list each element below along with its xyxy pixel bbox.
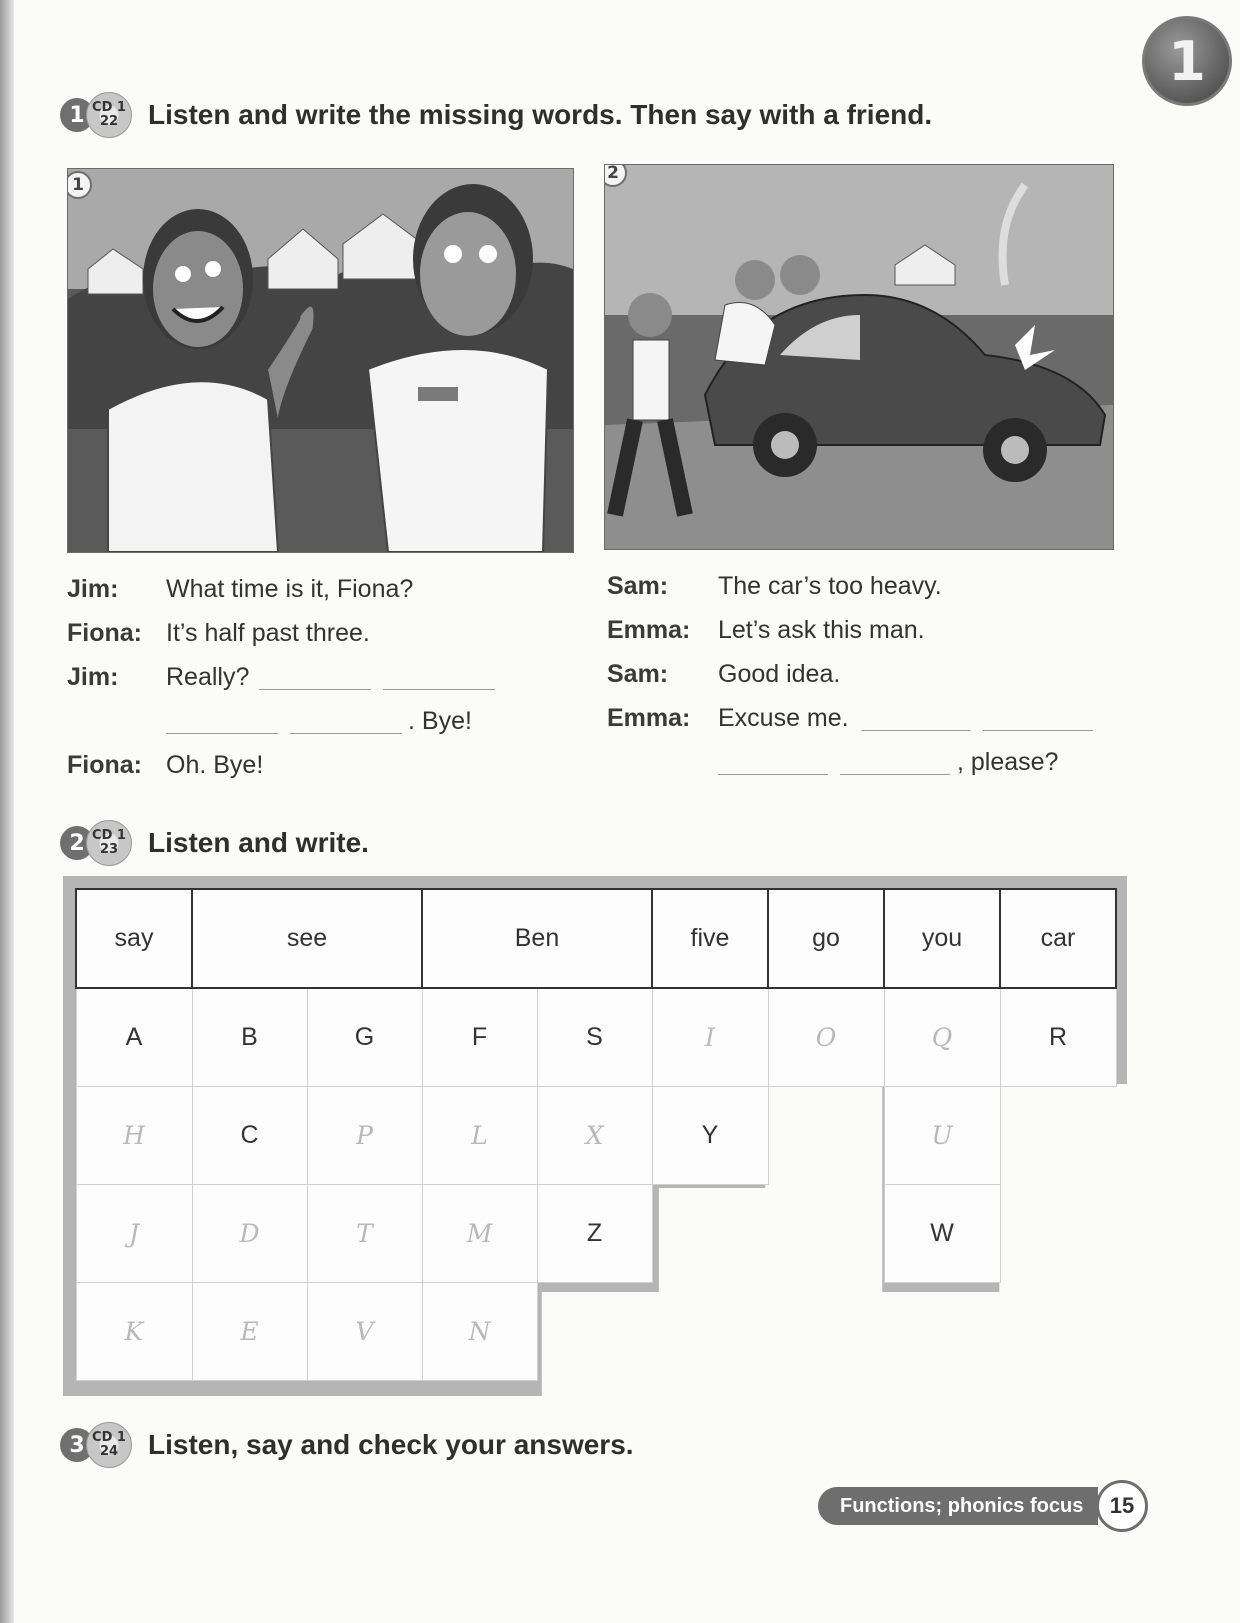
illustration-jim-fiona (67, 168, 574, 553)
handwritten-letter-cell[interactable]: D (192, 1185, 307, 1283)
utterance: . Bye! (408, 707, 472, 735)
answer-blank[interactable] (718, 752, 828, 775)
exercise-title: Listen and write the missing words. Then say with a friend. (148, 99, 933, 130)
letter-cell: S (537, 988, 652, 1087)
handwritten-letter-cell[interactable]: P (307, 1087, 422, 1185)
letter-cell: Y (652, 1087, 768, 1185)
letter-cell: F (422, 988, 537, 1087)
unit-badge (1142, 16, 1232, 106)
answer-blank[interactable] (259, 667, 371, 690)
phonics-letter-grid (75, 888, 1117, 1381)
utterance: , please? (957, 748, 1059, 776)
cd-track: 23 (99, 842, 119, 857)
answer-blank[interactable] (290, 711, 402, 734)
grid-row (76, 1283, 1116, 1381)
header-see: see (192, 889, 422, 988)
speaker: Jim: (67, 575, 119, 603)
exercise-number: 2 (60, 826, 94, 860)
handwritten-letter-cell[interactable]: O (768, 988, 884, 1087)
exercise-3-heading (60, 1422, 634, 1468)
speaker: Jim: (67, 663, 119, 691)
utterance: The car’s too heavy. (718, 572, 942, 600)
page-number (1096, 1480, 1148, 1532)
handwritten-letter-cell[interactable]: T (307, 1185, 422, 1283)
cd-icon (86, 1422, 132, 1468)
empty-cell (537, 1283, 652, 1381)
grid-header-row (76, 889, 1116, 988)
letter-cell: Z (537, 1185, 652, 1283)
speaker: Emma: (607, 704, 691, 732)
empty-cell (652, 1185, 768, 1283)
illustration-car (604, 164, 1114, 550)
illustration-car-drawing (605, 165, 1113, 549)
exercise-title: Listen, say and check your answers. (148, 1429, 634, 1460)
picture-number-2: 2 (604, 164, 627, 187)
utterance: Really? (166, 663, 250, 691)
exercise-number: 3 (60, 1428, 94, 1462)
letter-cell: B (192, 988, 307, 1087)
cd-track: 22 (99, 114, 119, 129)
letter-cell: W (884, 1185, 1000, 1283)
handwritten-letter-cell[interactable]: U (884, 1087, 1000, 1185)
grid-row (76, 1087, 1116, 1185)
speaker: Fiona: (67, 619, 142, 647)
handwritten-letter-cell[interactable]: X (537, 1087, 652, 1185)
header-say: say (76, 889, 192, 988)
empty-cell (768, 1185, 884, 1283)
handwritten-letter-cell[interactable]: K (76, 1283, 192, 1381)
letter-cell: A (76, 988, 192, 1087)
cd-track: 24 (99, 1444, 119, 1459)
answer-blank[interactable] (861, 708, 971, 731)
empty-cell (652, 1283, 768, 1381)
header-you: you (884, 889, 1000, 988)
dialog-right (607, 572, 1127, 792)
answer-blank[interactable] (166, 711, 278, 734)
letter-cell: C (192, 1087, 307, 1185)
exercise-2-heading (60, 820, 369, 866)
header-car: car (1000, 889, 1116, 988)
header-five: five (652, 889, 768, 988)
cd-label: CD 1 (92, 828, 126, 843)
utterance: What time is it, Fiona? (166, 575, 414, 603)
exercise-number: 1 (60, 98, 94, 132)
handwritten-letter-cell[interactable]: E (192, 1283, 307, 1381)
handwritten-letter-cell[interactable]: L (422, 1087, 537, 1185)
answer-blank[interactable] (983, 708, 1093, 731)
cd-label: CD 1 (92, 1430, 126, 1445)
speaker: Sam: (607, 572, 669, 600)
handwritten-letter-cell[interactable]: H (76, 1087, 192, 1185)
page-number-text: 15 (1109, 1493, 1135, 1518)
exercise-title: Listen and write. (148, 827, 369, 858)
speaker: Fiona: (67, 751, 142, 779)
utterance: Oh. Bye! (166, 751, 264, 779)
book-spine-shadow (0, 0, 14, 1623)
empty-cell (884, 1283, 1000, 1381)
speaker: Emma: (607, 616, 691, 644)
utterance: Excuse me. (718, 704, 849, 732)
utterance: It’s half past three. (166, 619, 370, 647)
illustration-jim-fiona-drawing (68, 169, 573, 552)
handwritten-letter-cell[interactable]: M (422, 1185, 537, 1283)
empty-cell (1000, 1283, 1116, 1381)
section-label-text: Functions; phonics focus (840, 1494, 1084, 1517)
speaker: Sam: (607, 660, 669, 688)
handwritten-letter-cell[interactable]: I (652, 988, 768, 1087)
empty-cell (1000, 1185, 1116, 1283)
handwritten-letter-cell[interactable]: J (76, 1185, 192, 1283)
answer-blank[interactable] (383, 667, 495, 690)
dialog-left (67, 575, 587, 795)
unit-number: 1 (1168, 29, 1206, 93)
header-go: go (768, 889, 884, 988)
letter-cell: G (307, 988, 422, 1087)
empty-cell (768, 1087, 884, 1185)
utterance: Good idea. (718, 660, 841, 688)
grid-row (76, 988, 1116, 1087)
handwritten-letter-cell[interactable]: Q (884, 988, 1000, 1087)
exercise-1-heading (60, 92, 932, 138)
letter-cell: R (1000, 988, 1116, 1087)
empty-cell (1000, 1087, 1116, 1185)
header-ben: Ben (422, 889, 652, 988)
cd-label: CD 1 (92, 100, 126, 115)
handwritten-letter-cell[interactable]: V (307, 1283, 422, 1381)
utterance: Let’s ask this man. (718, 616, 925, 644)
section-label (818, 1487, 1098, 1525)
handwritten-letter-cell[interactable]: N (422, 1283, 537, 1381)
picture-number-1: 1 (67, 171, 92, 199)
empty-cell (768, 1283, 884, 1381)
answer-blank[interactable] (840, 752, 950, 775)
cd-icon (86, 92, 132, 138)
grid-row (76, 1185, 1116, 1283)
cd-icon (86, 820, 132, 866)
